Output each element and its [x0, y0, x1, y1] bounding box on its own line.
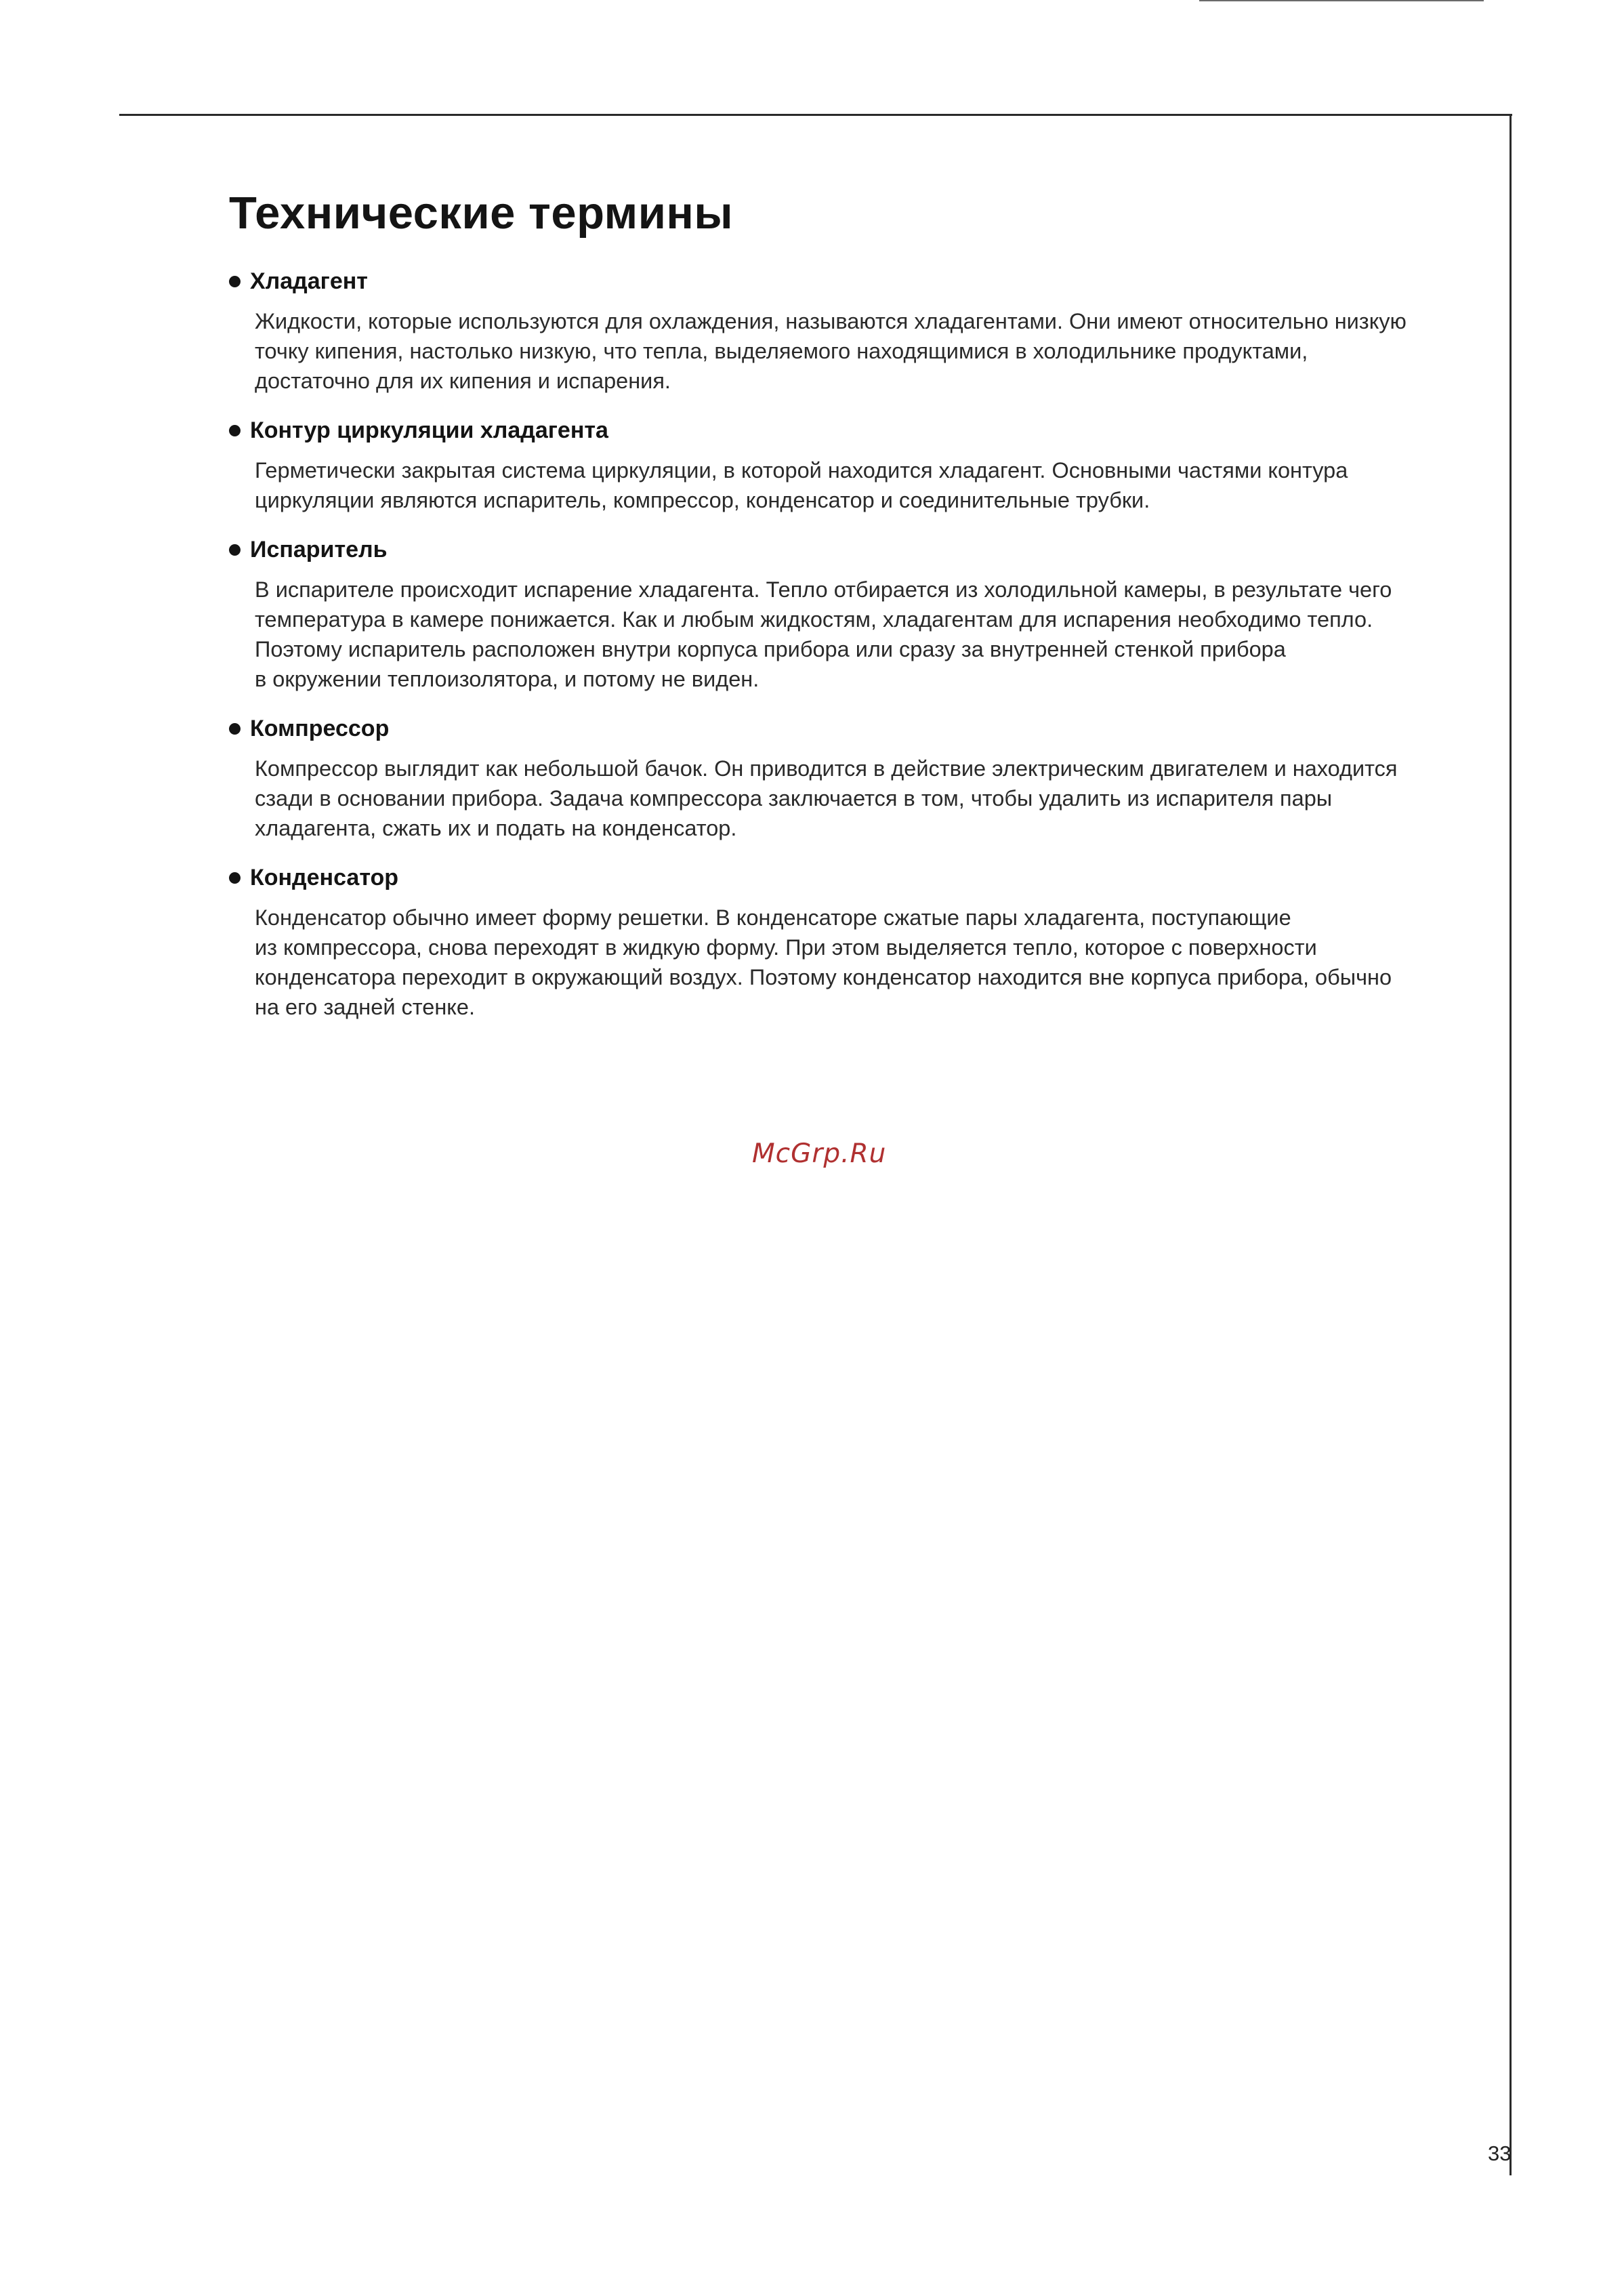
term-description: Герметически закрытая система циркуляции, в которой находится хладагент. Основными частями контура циркуляции являются испаритель, компрессор, конденсатор и соединительные трубки. [255, 458, 1348, 512]
bullet-icon [229, 425, 241, 436]
term-description: Конденсатор обычно имеет форму решетки. В конденсаторе сжатые пары хладагента, поступающие из компрессора, снова переходят в жидкую форму. При этом выделяется тепло, которое с поверхности конденсатора переходит в окружающий воздух. Поэтому конденсатор находится вне корпуса прибора, обычно на его задней стенке. [255, 905, 1392, 1019]
right-rule [1510, 115, 1512, 2175]
term-item [229, 712, 1482, 843]
term-heading-text: Контур циркуляции хладагента [250, 417, 608, 443]
term-item [229, 413, 1482, 515]
term-heading [229, 264, 1482, 298]
term-heading-text: Хладагент [250, 268, 368, 294]
bullet-icon [229, 276, 241, 287]
term-item [229, 533, 1482, 694]
term-heading [229, 712, 1482, 745]
term-item [229, 264, 1482, 396]
bullet-icon [229, 544, 241, 556]
terms-list [229, 264, 1482, 1040]
term-description: Жидкости, которые используются для охлаждения, называются хладагентами. Они имеют относительно низкую точку кипения, настолько низкую, что тепла, выделяемого находящимися в холодильнике продуктами, достаточно для их кипения и испарения. [255, 309, 1407, 393]
term-description: Компрессор выглядит как небольшой бачок. Он приводится в действие электрическим двигателем и находится сзади в основании прибора. Задача компрессора заключается в том, чтобы удалить из испарителя пары хладагента, сжать их и подать на конденсатор. [255, 756, 1398, 840]
bullet-icon [229, 723, 241, 735]
term-item [229, 861, 1482, 1022]
term-heading [229, 533, 1482, 567]
term-heading-text: Компрессор [250, 715, 390, 741]
page-title: Технические термины [229, 188, 734, 239]
top-rule [119, 114, 1512, 116]
term-description: В испарителе происходит испарение хладагента. Тепло отбирается из холодильной камеры, в результате чего температура в камере понижается. Как и любым жидкостям, хладагентам для испарения необходимо тепло. Поэтому испаритель расположен внутри корпуса прибора или сразу за внутренней стенкой прибора в окружении теплоизолятора, и потому не виден. [255, 577, 1392, 691]
page-number: 33 [1488, 2141, 1512, 2165]
term-heading [229, 413, 1482, 447]
bullet-icon [229, 872, 241, 884]
watermark-text: McGrp.Ru [752, 1139, 887, 1169]
term-heading-text: Испаритель [250, 536, 388, 562]
scan-edge-mark [1199, 0, 1484, 1]
term-heading [229, 861, 1482, 895]
term-heading-text: Конденсатор [250, 864, 399, 890]
